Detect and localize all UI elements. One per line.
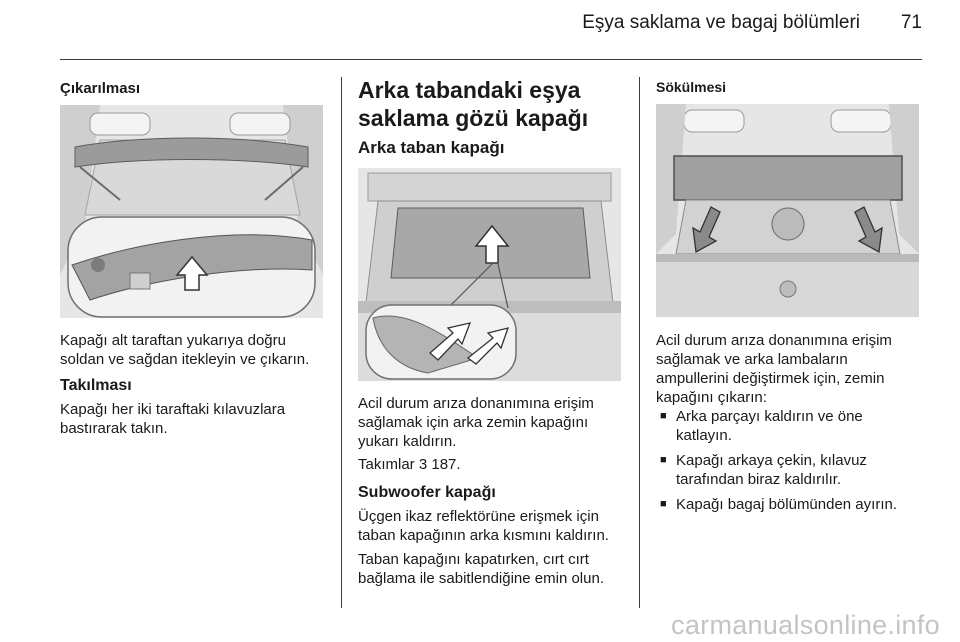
- text-line: Acil durum arıza donanımına erişim: [358, 395, 594, 412]
- text-line: Kapağı alt taraftan yukarıya doğru: [60, 332, 286, 349]
- text-line: ampullerini değiştirmek için, zemin: [656, 370, 885, 387]
- disassembly-steps: [660, 407, 897, 520]
- install-heading: Takılması: [60, 377, 132, 394]
- bullet-square-icon: ■: [660, 410, 667, 422]
- floor-cover-removal-illustration: [656, 104, 919, 317]
- text-line: soldan ve sağdan itekleyin ve çıkarın.: [60, 351, 310, 368]
- disassembly-heading: Sökülmesi: [656, 79, 727, 95]
- rear-floor-cover-subtitle: Arka taban kapağı: [358, 138, 505, 157]
- text-line: sağlamak için arka zemin kapağını: [358, 414, 589, 431]
- bullet-square-icon: ■: [660, 454, 667, 466]
- title-line: saklama gözü kapağı: [358, 105, 589, 131]
- column-divider-2: [639, 77, 640, 608]
- text-line: Acil durum arıza donanımına erişim: [656, 332, 892, 349]
- watermark-text: carmanualsonline.info: [671, 610, 940, 640]
- text-line: Kapağı her iki taraftaki kılavuzlara: [60, 401, 286, 418]
- section-title: [358, 76, 588, 132]
- text-line: Taban kapağını kapatırken, cırt cırt: [358, 551, 589, 568]
- rear-floor-cover-illustration: [358, 168, 621, 381]
- rear-floor-cover-instruction: [358, 394, 594, 451]
- install-instruction: [60, 400, 285, 438]
- text-line: tarafından biraz kaldırılır.: [676, 471, 842, 488]
- closing-instruction: [358, 550, 604, 588]
- subwoofer-instruction: [358, 507, 609, 545]
- text-line: yukarı kaldırın.: [358, 433, 457, 450]
- text-line: Arka parçayı kaldırın ve öne: [676, 408, 863, 425]
- removal-instruction: [60, 331, 309, 369]
- text-line: sağlamak ve arka lambaların: [656, 351, 848, 368]
- page-header-title: Eşya saklama ve bagaj bölümleri: [582, 12, 860, 33]
- list-item: [660, 407, 897, 445]
- text-line: katlayın.: [676, 427, 732, 444]
- removal-heading: Çıkarılması: [60, 80, 141, 97]
- text-line: Üçgen ikaz reflektörüne erişmek için: [358, 508, 599, 525]
- page-number: 71: [900, 12, 922, 33]
- column-divider-1: [341, 77, 342, 608]
- text-line: Kapağı arkaya çekin, kılavuz: [676, 452, 867, 469]
- title-line: Arka tabandaki eşya: [358, 77, 581, 103]
- cargo-cover-removal-illustration: [60, 105, 323, 318]
- text-line: bağlama ile sabitlendiğine emin olun.: [358, 570, 604, 587]
- text-line: Takımlar 3 187.: [358, 456, 461, 473]
- text-line: bastırarak takın.: [60, 420, 168, 437]
- tools-reference: [358, 455, 461, 474]
- text-line: Kapağı bagaj bölümünden ayırın.: [676, 496, 897, 513]
- text-line: kapağını çıkarın:: [656, 389, 767, 406]
- list-item: [660, 495, 897, 514]
- text-line: taban kapağının arka kısmını kaldırın.: [358, 527, 609, 544]
- disassembly-intro: [656, 331, 892, 407]
- subwoofer-cover-heading: Subwoofer kapağı: [358, 484, 496, 501]
- list-item: [660, 451, 897, 489]
- bullet-square-icon: ■: [660, 498, 667, 510]
- header-rule: [60, 59, 922, 60]
